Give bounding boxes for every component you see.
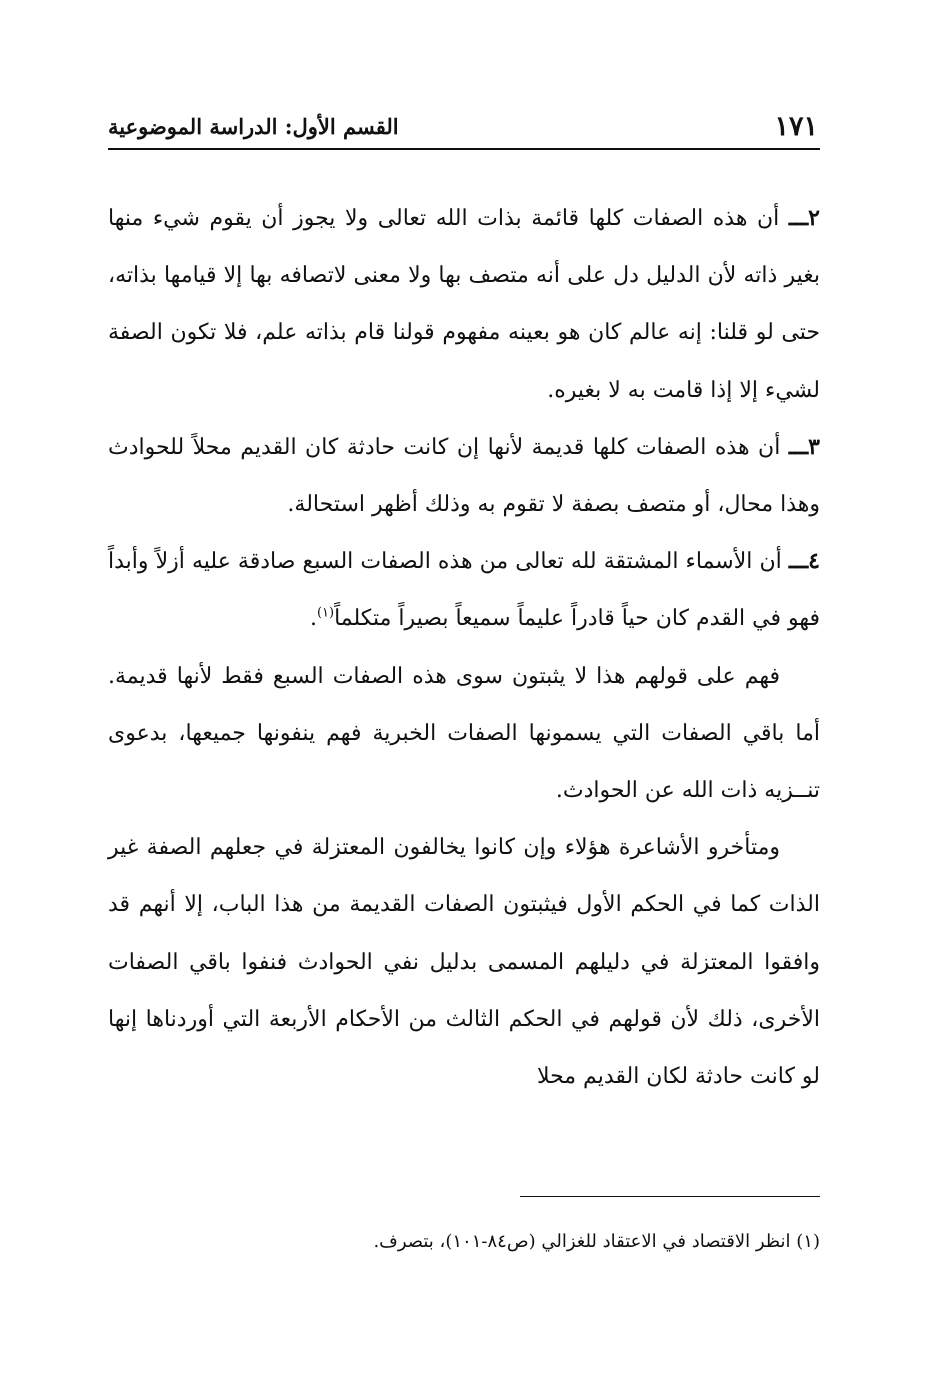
- paragraph-4: [108, 533, 820, 647]
- running-title: القسم الأول: الدراسة الموضوعية: [108, 114, 399, 139]
- footnote: (١) انظر الاقتصاد في الاعتقاد للغزالي (ص٨٤-١٠١)، بتصرف.: [373, 1231, 820, 1252]
- footnote-divider: [520, 1196, 820, 1197]
- page-number: ١٧١: [774, 111, 818, 142]
- page-header: [108, 104, 820, 148]
- paragraph-3: [108, 419, 820, 533]
- list-number: ٢ـــ: [788, 205, 820, 231]
- paragraph-later-asharis: [108, 819, 820, 1105]
- paragraph-2: [108, 190, 820, 419]
- footnote-reference[interactable]: (١): [316, 606, 335, 622]
- paragraph-text: أن هذه الصفات كلها قديمة لأنها إن كانت حادثة كان القديم محلاً للحوادث وهذا محال، أو متصف بصفة لا تقوم به وذلك أظهر استحالة.: [108, 434, 820, 518]
- list-number: ٤ـــ: [788, 548, 820, 575]
- list-number: ٣ـــ: [788, 433, 820, 460]
- paragraph-text: أن الأسماء المشتقة لله تعالى من هذه الصفات السبع صادقة عليه أزلاً وأبداً فهو في القدم كان حياً قادراً عليماً سميعاً بصيراً متكلماً: [108, 549, 820, 632]
- paragraph-tail: .: [309, 606, 317, 632]
- paragraph-text: فهم على قولهم هذا لا يثبتون سوى هذه الصفات السبع فقط لأنها قديمة. أما باقي الصفات التي يسمونها الصفات الخبرية فهم ينفونها جميعها، بدعوى تنــزيه ذات الله عن الحوادث.: [108, 663, 820, 804]
- paragraph-text: ومتأخرو الأشاعرة هؤلاء وإن كانوا يخالفون المعتزلة في جعلهم الصفة غير الذات كما في الحكم الأول فيثبتون الصفات القديمة من هذا الباب، إلا أنهم قد وافقوا المعتزلة في دليلهم المسمى بدليل نفي الحوادث فنفوا باقي الصفات الأخرى، ذلك لأن قولهم في الحكم الثالث من الأحكام الأربعة التي أوردناها إنها لو كانت حادثة لكان القديم محلا: [108, 835, 820, 1090]
- paragraph-summary: [108, 648, 820, 820]
- paragraph-text: أن هذه الصفات كلها قائمة بذات الله تعالى ولا يجوز أن يقوم شيء منها بغير ذاته لأن الدليل دل على أنه متصف بها ولا معنى لاتصافه بها إلا قيامها بذاته، حتى لو قلنا: إنه عالم كان هو بعينه مفهوم قولنا قام بذاته علم، فلا تكون الصفة لشيء إلا إذا قامت به لا بغيره.: [108, 206, 820, 403]
- header-divider: [108, 148, 820, 150]
- main-text: [108, 190, 820, 1105]
